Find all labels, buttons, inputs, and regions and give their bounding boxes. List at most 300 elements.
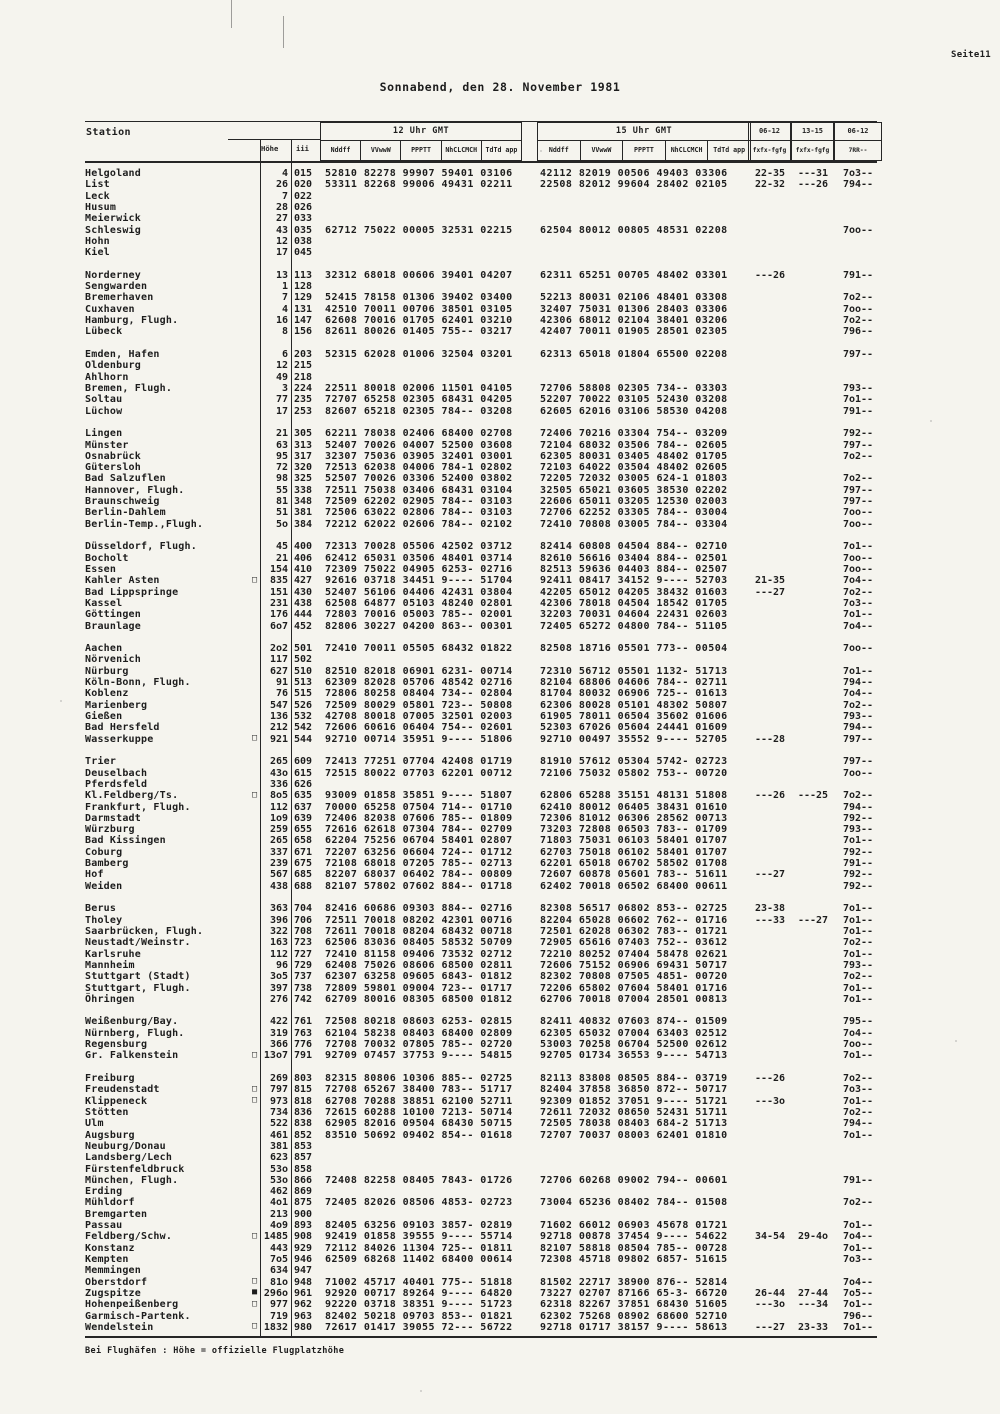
table-row [85, 779, 885, 790]
obs-15utc: 72706 62252 03305 784-- 03004 [540, 507, 728, 519]
table-row [85, 1050, 885, 1061]
station-id: 022 [294, 190, 313, 202]
station-id: 708 [294, 925, 313, 937]
station-height: 112 [269, 801, 288, 813]
station-name: Oberstdorf [85, 1276, 148, 1288]
station-height: 21 [275, 428, 288, 440]
station-height: 17 [275, 247, 288, 259]
page-number: Seite11 [951, 50, 992, 60]
obs-12utc: 62309 82028 05706 48542 02716 [325, 677, 513, 689]
wind-06-12: 22-32 [754, 179, 786, 191]
station-name: Köln-Bonn, Flugh. [85, 677, 191, 689]
precip-06-12: 792-- [842, 846, 874, 858]
table-row [85, 1107, 885, 1118]
station-name: Weißenburg/Bay. [85, 1016, 179, 1028]
obs-12utc: 62204 75256 06704 58401 02807 [325, 835, 513, 847]
obs-15utc: 73203 72808 06503 783-- 01709 [540, 824, 728, 836]
station-id: 658 [294, 835, 313, 847]
precip-06-12: 7o4-- [842, 1027, 874, 1039]
table-row [85, 1175, 885, 1186]
station-height: 422 [269, 1016, 288, 1028]
obs-15utc: 72103 64022 03504 48402 02605 [540, 462, 728, 474]
station-name: Hohenpeißenberg [85, 1299, 179, 1311]
station-name: Bad Hersfeld [85, 722, 160, 734]
obs-15utc: 53003 70258 06704 52500 02612 [540, 1039, 728, 1051]
station-id: 803 [294, 1073, 313, 1084]
station-name: Deuselbach [85, 767, 148, 779]
obs-15utc: 22606 65011 03205 12530 02003 [540, 496, 728, 508]
obs-15utc: 72611 72032 08650 52431 51711 [540, 1106, 728, 1118]
obs-15utc: 62504 80012 00805 48531 02208 [540, 224, 728, 236]
obs-15utc: 32407 75031 01306 28403 03306 [540, 303, 728, 315]
wind-06-12: ---26 [754, 1073, 786, 1084]
obs-12utc: 82510 82018 06901 6231- 00714 [325, 665, 513, 677]
obs-15utc: 82107 58818 08504 785-- 00728 [540, 1242, 728, 1254]
station-name: Soltau [85, 394, 123, 406]
station-id: 723 [294, 937, 313, 949]
precip-06-12: 791-- [842, 1174, 874, 1186]
obs-15utc: 92411 08417 34152 9---- 52703 [540, 575, 728, 587]
scan-speck [420, 1390, 422, 1392]
wind-13-15: 27-44 [797, 1287, 829, 1299]
station-name: Gütersloh [85, 462, 141, 474]
mountain-station-symbol: □ [252, 733, 258, 744]
table-row [85, 1322, 885, 1333]
obs-15utc: 42306 78018 04504 18542 01705 [540, 597, 728, 609]
mountain-station-symbol: □ [252, 1230, 258, 1241]
wind-13-15: ---27 [797, 914, 829, 926]
precip-06-12: 796-- [842, 1310, 874, 1322]
station-id: 313 [294, 439, 313, 451]
precip-06-12: 7o4-- [842, 620, 874, 632]
station-height: 438 [269, 880, 288, 892]
obs-12utc: 92710 00714 35951 9---- 51806 [325, 733, 513, 745]
station-height: 5o [275, 518, 288, 530]
obs-15utc: 92705 01734 36553 9---- 54713 [540, 1050, 728, 1062]
station-name: Lübeck [85, 326, 123, 338]
precip-06-12: 7o1-- [842, 394, 874, 406]
obs-15utc: 32505 65021 03605 38530 02202 [540, 484, 728, 496]
precip-06-12: 7o1-- [842, 541, 874, 553]
station-name: Bad Lippspringe [85, 586, 179, 598]
station-height: 49 [275, 371, 288, 383]
scan-speck [955, 1040, 957, 1042]
obs-15utc: 62402 70018 06502 68400 00611 [540, 880, 728, 892]
table-row [85, 1220, 885, 1231]
station-name: Berus [85, 903, 117, 915]
station-name: Konstanz [85, 1242, 135, 1254]
obs-column-label: NhCLCMCH [665, 141, 708, 160]
station-name: Lüchow [85, 405, 123, 417]
station-id: 444 [294, 609, 313, 621]
station-name: Cuxhaven [85, 303, 135, 315]
obs-12utc: 52315 62028 01006 32504 03201 [325, 349, 513, 360]
table-row [85, 372, 885, 383]
table-row [85, 406, 885, 417]
right-col-bottom-label: fxfx-fgfg [795, 147, 830, 154]
station-id: 737 [294, 971, 313, 983]
station-id: 675 [294, 858, 313, 870]
station-id: 729 [294, 959, 313, 971]
table-row [85, 1277, 885, 1288]
station-name: Neustadt/Weinstr. [85, 937, 191, 949]
table-row [85, 1265, 885, 1276]
obs-15utc: 72505 78038 08403 684-2 51713 [540, 1118, 728, 1130]
station-height: 296o [263, 1287, 288, 1299]
station-name: Kahler Asten [85, 575, 160, 587]
station-id: 015 [294, 168, 313, 179]
station-height: 72 [275, 462, 288, 474]
obs-15utc: 71803 75031 06103 58401 01707 [540, 835, 728, 847]
station-name: Nürnberg, Flugh. [85, 1027, 185, 1039]
obs-12utc: 72108 68018 07205 785-- 02713 [325, 858, 513, 870]
table-row [85, 496, 885, 507]
obs-12utc: 92419 01858 39555 9---- 55714 [325, 1231, 513, 1243]
obs-column-label: PPPTT [400, 141, 440, 160]
station-height: 634 [269, 1265, 288, 1277]
station-name: Essen [85, 563, 117, 575]
station-id: 253 [294, 405, 313, 417]
obs-15utc: 62605 62016 03106 58530 04208 [540, 405, 728, 417]
station-id: 532 [294, 711, 313, 722]
table-row [85, 903, 885, 914]
header-mid-rule [228, 139, 320, 140]
table-row [85, 225, 885, 236]
obs-12utc: 82402 50218 09703 853-- 01821 [325, 1310, 513, 1322]
obs-15utc: 82513 59636 04403 884-- 02507 [540, 563, 728, 575]
table-row [85, 1096, 885, 1107]
station-name: Helgoland [85, 168, 141, 179]
right-col-top-label: 06-12 [749, 123, 790, 141]
station-height: 462 [269, 1186, 288, 1198]
precip-06-12: 7o4-- [842, 1231, 874, 1243]
wind-06-12: ---27 [754, 869, 786, 881]
station-height: 835 [269, 575, 288, 587]
precip-06-12: 7o1-- [842, 1299, 874, 1311]
station-id: 858 [294, 1163, 313, 1175]
station-id: 738 [294, 982, 313, 994]
obs-15utc: 92718 00878 37454 9---- 54622 [540, 1231, 728, 1243]
station-id: 637 [294, 801, 313, 813]
table-row [85, 949, 885, 960]
table-row [85, 1084, 885, 1095]
right-col-wind-1315 [791, 122, 834, 161]
precip-06-12: 7o2-- [842, 586, 874, 598]
station-id: 438 [294, 597, 313, 609]
table-row [85, 915, 885, 926]
mountain-station-symbol: □ [252, 574, 258, 585]
station-height: 21 [275, 552, 288, 564]
station-height: 627 [269, 665, 288, 677]
footnote: Bei Flughäfen : Höhe = offizielle Flugplatzhöhe [85, 1346, 345, 1356]
obs-15utc: 62305 80031 03405 48402 01705 [540, 450, 728, 462]
precip-06-12: 7o4-- [842, 688, 874, 700]
obs-15utc: 61905 78011 06504 35602 01606 [540, 711, 728, 722]
table-row [85, 1243, 885, 1254]
station-height: 265 [269, 835, 288, 847]
station-name: Hof [85, 869, 104, 881]
obs-15utc: 62410 80012 06405 38431 01610 [540, 801, 728, 813]
obs-12utc: 62506 83036 08405 58532 50709 [325, 937, 513, 949]
obs-15utc: 72410 70808 03005 784-- 03304 [540, 518, 728, 530]
obs-12utc: 62307 63258 09605 6843- 01812 [325, 971, 513, 983]
station-id: 338 [294, 484, 313, 496]
obs-15utc: 62311 65251 00705 48402 03301 [540, 269, 728, 281]
table-row [85, 247, 885, 258]
obs-12utc: 82315 80806 10306 885-- 02725 [325, 1073, 513, 1084]
table-row [85, 983, 885, 994]
table-row [85, 1164, 885, 1175]
station-height: 212 [269, 722, 288, 734]
station-height: 154 [269, 563, 288, 575]
station-name: Fürstenfeldbruck [85, 1163, 185, 1175]
station-height: 43o [269, 767, 288, 779]
station-id: 980 [294, 1321, 313, 1333]
wind-06-12: 22-35 [754, 168, 786, 179]
precip-06-12: 7oo-- [842, 1039, 874, 1051]
obs-12utc: 72508 80218 08603 6253- 02815 [325, 1016, 513, 1028]
obs-15utc: 82113 83808 08505 884-- 03719 [540, 1073, 728, 1084]
station-height: 213 [269, 1208, 288, 1220]
obs-column-label: TdTd app [481, 141, 521, 160]
obs-column-label: Nddff [548, 146, 569, 154]
station-height: 17 [275, 405, 288, 417]
station-id: 020 [294, 179, 313, 191]
table-row [85, 1152, 885, 1163]
table-row [85, 553, 885, 564]
station-height: 269 [269, 1073, 288, 1084]
table-row [85, 564, 885, 575]
precip-06-12: 792-- [842, 428, 874, 440]
obs-12utc: 52407 70026 04007 52500 03608 [325, 439, 513, 451]
table-row [85, 519, 885, 530]
station-name: Bad Kissingen [85, 835, 166, 847]
station-height: 6 [281, 349, 288, 360]
obs-12utc: 72207 63256 06604 724-- 01712 [325, 846, 513, 858]
station-name: Weiden [85, 880, 123, 892]
obs-15utc: 82411 40832 07603 874-- 01509 [540, 1016, 728, 1028]
station-name: Bamberg [85, 858, 129, 870]
station-height: 396 [269, 914, 288, 926]
station-height: 8 [281, 326, 288, 338]
station-id: 035 [294, 224, 313, 236]
station-height: 977 [269, 1299, 288, 1311]
table-row [85, 1130, 885, 1141]
obs-labels-15 [538, 141, 750, 160]
station-height: 8o5 [269, 790, 288, 802]
obs-15utc: 72905 65616 07403 752-- 03612 [540, 937, 728, 949]
obs-12utc: 72408 82258 08405 7843- 01726 [325, 1174, 513, 1186]
precip-06-12: 7o2-- [842, 937, 874, 949]
station-name: Mühldorf [85, 1197, 135, 1209]
table-row [85, 937, 885, 948]
obs-15utc: 73004 65236 08402 784-- 01508 [540, 1197, 728, 1209]
station-name: Freiburg [85, 1073, 135, 1084]
table-row [85, 1288, 885, 1299]
station-height: 3 [281, 382, 288, 394]
fold-mark [231, 0, 232, 28]
station-height: 322 [269, 925, 288, 937]
obs-12utc: 72509 80029 05801 723-- 50808 [325, 699, 513, 711]
station-height: 336 [269, 778, 288, 790]
table-row [85, 1299, 885, 1310]
precip-06-12: 7oo-- [842, 518, 874, 530]
station-height: 63 [275, 439, 288, 451]
station-id: 501 [294, 643, 313, 655]
station-id: 761 [294, 1016, 313, 1028]
group-12utc-title: 12 Uhr GMT [321, 123, 521, 141]
table-row [85, 1016, 885, 1027]
station-id: 763 [294, 1027, 313, 1039]
table-bottom-rule [85, 1336, 877, 1338]
station-id: 727 [294, 948, 313, 960]
table-row [85, 654, 885, 665]
station-height: 239 [269, 858, 288, 870]
obs-15utc: 81910 57612 05304 5742- 02723 [540, 756, 728, 768]
precip-06-12: 7o2-- [842, 292, 874, 304]
station-height: 921 [269, 733, 288, 745]
obs-12utc: 82416 60686 09303 884-- 02716 [325, 903, 513, 915]
obs-12utc: 72708 65267 38400 783-- 51717 [325, 1084, 513, 1096]
obs-12utc: 52415 78158 01306 39402 03400 [325, 292, 513, 304]
obs-12utc: 42510 70011 00706 38501 03105 [325, 303, 513, 315]
station-id: 704 [294, 903, 313, 915]
precip-06-12: 7o1-- [842, 1220, 874, 1232]
station-height: 276 [269, 993, 288, 1005]
table-row [85, 621, 885, 632]
table-row [85, 756, 885, 767]
obs-12utc: 72410 70011 05505 68432 01822 [325, 643, 513, 655]
obs-15utc: 62302 75268 08902 68600 52710 [540, 1310, 728, 1322]
station-id: 113 [294, 269, 313, 281]
station-height: 4o9 [269, 1220, 288, 1232]
table-row [85, 994, 885, 1005]
table-row [85, 462, 885, 473]
wind-06-12: ---27 [754, 1321, 786, 1333]
precip-06-12: 7o1-- [842, 903, 874, 915]
station-name: Nürburg [85, 665, 129, 677]
obs-12utc: 52810 82278 99907 59401 03106 [325, 168, 513, 179]
obs-15utc: 62305 65032 07004 63403 02512 [540, 1027, 728, 1039]
station-name: Landsberg/Lech [85, 1152, 173, 1164]
station-id: 836 [294, 1106, 313, 1118]
station-id: 688 [294, 880, 313, 892]
station-name: Karlsruhe [85, 948, 141, 960]
station-id: 400 [294, 541, 313, 553]
station-id: 671 [294, 846, 313, 858]
station-height: 397 [269, 982, 288, 994]
station-height: 6o7 [269, 620, 288, 632]
table-row [85, 360, 885, 371]
precip-06-12: 7o2-- [842, 971, 874, 983]
station-id: 609 [294, 756, 313, 768]
table-row [85, 292, 885, 303]
station-name: Coburg [85, 846, 123, 858]
precip-06-12: 793-- [842, 711, 874, 722]
table-row [85, 575, 885, 586]
mountain-station-symbol: □ [252, 789, 258, 800]
station-name: Würzburg [85, 824, 135, 836]
obs-12utc: 82611 80026 01405 755-- 03217 [325, 326, 513, 338]
table-row [85, 1118, 885, 1129]
station-id: 045 [294, 247, 313, 259]
wind-13-15: 23-33 [797, 1321, 829, 1333]
precip-06-12: 792-- [842, 869, 874, 881]
obs-15utc: 52207 70022 03105 52430 03208 [540, 394, 728, 406]
station-id: 026 [294, 201, 313, 213]
station-name: Memmingen [85, 1265, 141, 1277]
obs-12utc: 72616 62618 07304 784-- 02709 [325, 824, 513, 836]
obs-12utc: 72406 82038 07606 785-- 01809 [325, 812, 513, 824]
obs-15utc: 72406 70216 03304 754-- 03209 [540, 428, 728, 440]
precip-06-12: 7o2-- [842, 1197, 874, 1209]
station-name: Aachen [85, 643, 123, 655]
station-id: 513 [294, 677, 313, 689]
station-name: Feldberg/Schw. [85, 1231, 173, 1243]
obs-15utc: 81704 80032 06906 725-- 01613 [540, 688, 728, 700]
station-id: 866 [294, 1174, 313, 1186]
station-name: Öhringen [85, 993, 135, 1005]
precip-06-12: 793-- [842, 824, 874, 836]
mountain-station-symbol: □ [252, 1095, 258, 1106]
precip-06-12: 797-- [842, 349, 874, 360]
obs-12utc: 42708 80018 07005 32501 02003 [325, 711, 513, 722]
obs-15utc: 72607 60878 05601 783-- 51611 [540, 869, 728, 881]
precip-06-12: 7o5-- [842, 1287, 874, 1299]
station-id: 838 [294, 1118, 313, 1130]
obs-12utc: 62905 82016 09504 68430 50715 [325, 1118, 513, 1130]
station-height: 16 [275, 315, 288, 327]
station-height: 77 [275, 394, 288, 406]
table-row [85, 722, 885, 733]
precip-06-12: 7o1-- [842, 665, 874, 677]
wind-06-12: 26-44 [754, 1287, 786, 1299]
obs-15utc: 62313 65018 01804 65500 02208 [540, 349, 728, 360]
station-name: Passau [85, 1220, 123, 1232]
station-name: Bremgarten [85, 1208, 148, 1220]
station-height: 176 [269, 609, 288, 621]
station-id: 635 [294, 790, 313, 802]
station-height: 623 [269, 1152, 288, 1164]
precip-06-12: 7oo-- [842, 303, 874, 315]
obs-column-label: TdTd app [707, 141, 750, 160]
station-name: Göttingen [85, 609, 141, 621]
obs-12utc: 82806 30227 04200 863-- 00301 [325, 620, 513, 632]
obs-12utc: 72511 75038 03406 68431 03104 [325, 484, 513, 496]
obs-12utc: 62509 68268 11402 68400 00614 [325, 1254, 513, 1265]
station-id: 452 [294, 620, 313, 632]
precip-06-12: 7o4-- [842, 575, 874, 587]
station-name: München, Flugh. [85, 1174, 179, 1186]
station-name: Freudenstadt [85, 1084, 160, 1096]
obs-15utc: 62306 80028 05101 48302 50807 [540, 699, 728, 711]
station-height: 719 [269, 1310, 288, 1322]
obs-12utc: 62709 80016 08305 68500 01812 [325, 993, 513, 1005]
table-row [85, 202, 885, 213]
obs-12utc: 92616 03718 34451 9---- 51704 [325, 575, 513, 587]
obs-15utc: 62703 75018 06102 58401 01707 [540, 846, 728, 858]
precip-06-12: 7o1-- [842, 1242, 874, 1254]
obs-15utc: 82204 65028 06602 762-- 01716 [540, 914, 728, 926]
obs-12utc: 62104 58238 08403 68400 02809 [325, 1027, 513, 1039]
station-name: Kl.Feldberg/Ts. [85, 790, 179, 802]
obs-12utc: 72615 60288 10100 7213- 50714 [325, 1106, 513, 1118]
obs-12utc: 82107 57802 07602 884-- 01718 [325, 880, 513, 892]
table-row [85, 1197, 885, 1208]
station-id: 961 [294, 1287, 313, 1299]
station-height: 1485 [263, 1231, 288, 1243]
station-name: Nörvenich [85, 654, 141, 666]
